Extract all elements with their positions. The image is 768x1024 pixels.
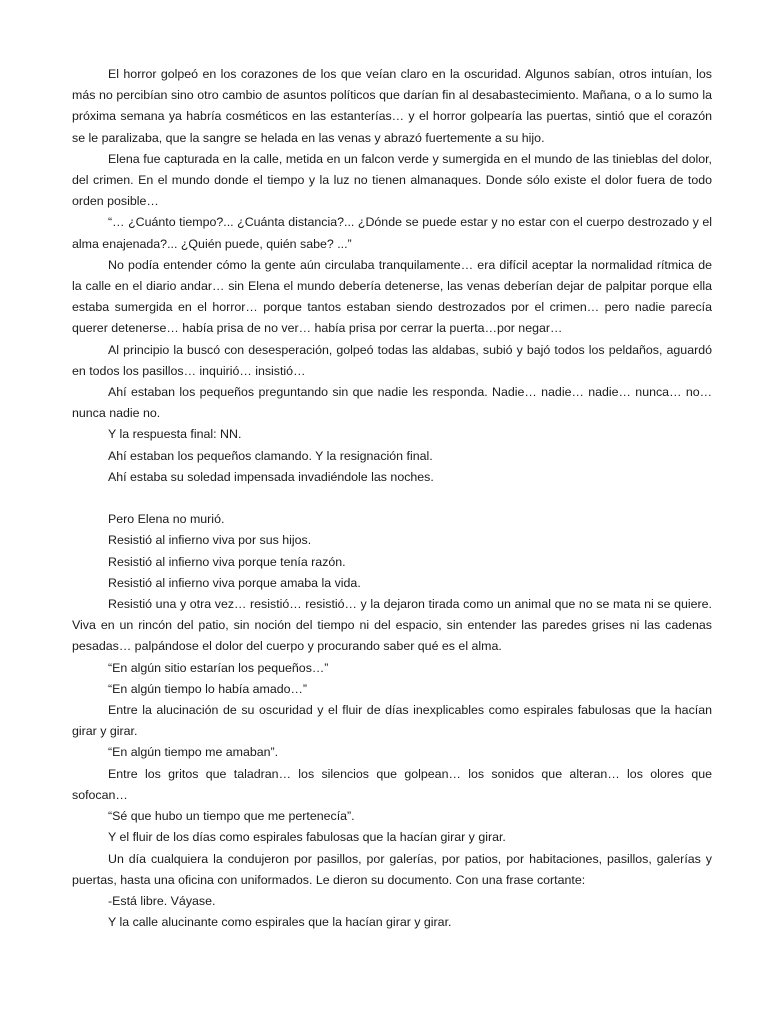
paragraph: “… ¿Cuánto tiempo?... ¿Cuánta distancia?... ¿Dónde se puede estar y no estar con el cuerpo destrozado y el alma enajenada?... ¿Quién puede, quién sabe? ...”: [72, 215, 712, 251]
paragraph: Y la calle alucinante como espirales que la hacían girar y girar.: [108, 915, 452, 930]
paragraph: “En algún tiempo lo había amado…”: [108, 681, 308, 696]
paragraph: Un día cualquiera la condujeron por pasillos, por galerías, por patios, por habitaciones, pasillos, galerías y puertas, hasta una oficina con uniformados. Le dieron su documento. Con una frase cortante:: [72, 851, 712, 887]
paragraph: Pero Elena no murió.: [108, 512, 225, 527]
paragraph: -Está libre. Váyase.: [108, 893, 216, 908]
paragraph: Ahí estaban los pequeños preguntando sin que nadie les responda. Nadie… nadie… nadie… nunca… no… nunca nadie no.: [72, 385, 712, 421]
paragraph: Resistió al infierno viva porque tenía razón.: [108, 554, 346, 569]
paragraph: “Sé que hubo un tiempo que me pertenecía”.: [108, 809, 355, 824]
paragraph: Resistió al infierno viva por sus hijos.: [108, 533, 312, 548]
paragraph: Entre los gritos que taladran… los silencios que golpean… los sonidos que alteran… los olores que sofocan…: [72, 766, 712, 802]
paragraph: Y el fluir de los días como espirales fabulosas que la hacían girar y girar.: [108, 830, 506, 845]
paragraph: “En algún tiempo me amaban”.: [108, 745, 279, 760]
paragraph: Y la respuesta final: NN.: [108, 427, 242, 442]
paragraph: Resistió una y otra vez… resistió… resistió… y la dejaron tirada como un animal que no se mata ni se quiere. Viva en un rincón del patio, sin noción del tiempo ni del espacio, sin entender las paredes grises ni las cadenas pesadas… palpándose el dolor del cuerpo y procurando saber qué es el alma.: [72, 597, 712, 654]
paragraph: Ahí estaban los pequeños clamando. Y la resignación final.: [108, 448, 433, 463]
paragraph: Resistió al infierno viva porque amaba la vida.: [108, 575, 361, 590]
blank-line: [72, 488, 712, 509]
paragraph: Elena fue capturada en la calle, metida en un falcon verde y sumergida en el mundo de las tinieblas del dolor, del crimen. En el mundo donde el tiempo y la luz no tienen almanaques. Donde sólo existe el dolor fuera de todo orden posible…: [72, 151, 712, 209]
paragraph: No podía entender cómo la gente aún circulaba tranquilamente… era difícil aceptar la normalidad rítmica de la calle en el diario andar… sin Elena el mundo debería detenerse, las venas deberían dejar de palpitar porque ella estaba sumergida en el horror… porque tantos estaban siendo destrozados por el crimen… pero nadie parecía querer detenerse… había prisa de no ver… había prisa por cerrar la puerta…por negar…: [72, 257, 712, 336]
paragraph: Al principio la buscó con desesperación, golpeó todas las aldabas, subió y bajó todos los peldaños, aguardó en todos los pasillos… inquirió… insistió…: [72, 342, 712, 378]
paragraph: Entre la alucinación de su oscuridad y el fluir de días inexplicables como espirales fabulosas que la hacían girar y girar.: [72, 703, 712, 739]
paragraph: Ahí estaba su soledad impensada invadiéndole las noches.: [108, 469, 434, 484]
document-page: [72, 64, 712, 933]
paragraph: El horror golpeó en los corazones de los que veían claro en la oscuridad. Algunos sabían, otros intuían, los más no percibían sino otro cambio de asuntos políticos que darían fin al desabastecimiento. Mañana, o a lo sumo la próxima semana ya habría cosméticos en las estanterías… y el horror golpearía las puertas, sintió que el corazón se le paralizaba, que la sangre se helada en las venas y abrazó fuertemente a su hijo.: [72, 67, 712, 145]
paragraph: “En algún sitio estarían los pequeños…”: [108, 660, 329, 675]
